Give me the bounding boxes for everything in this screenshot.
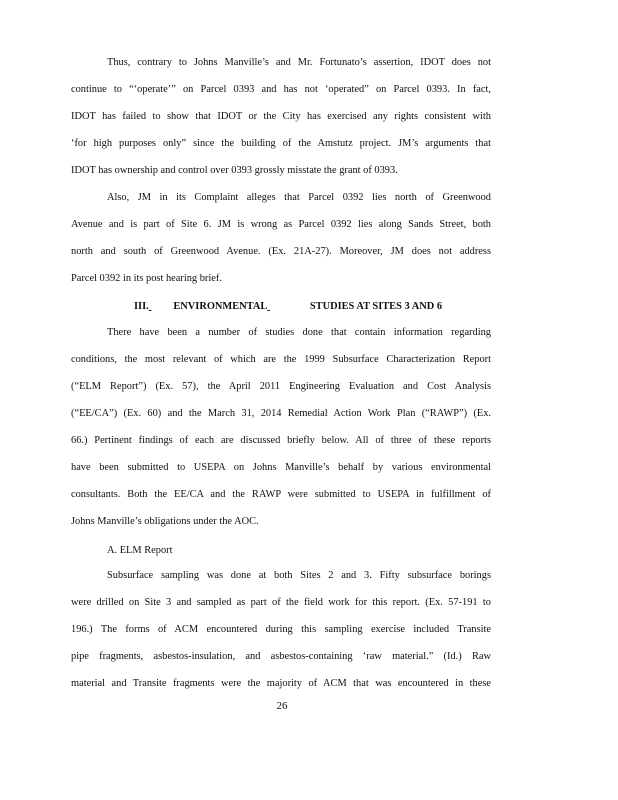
subsection-heading: A. ELM Report	[107, 545, 173, 556]
paragraph-line: continue to “‘operate’” on Parcel 0393 and has not ‘operated” on Parcel 0393. In fact,	[71, 84, 491, 95]
paragraph-line: Subsurface sampling was done at both Sites 2 and 3. Fifty subsurface borings	[107, 570, 491, 581]
section-heading	[134, 300, 442, 314]
paragraph-line: There have been a number of studies done that contain information regarding	[107, 327, 491, 338]
section-title-part: STUDIES AT SITES 3 AND 6	[309, 301, 443, 312]
page-number: 26	[276, 700, 288, 712]
paragraph-line: were drilled on Site 3 and sampled as part of the field work for this report. (Ex. 57-191 to	[71, 597, 491, 608]
paragraph-line: ‘for high purposes only” since the building of the Amstutz project. JM’s arguments that	[71, 138, 491, 149]
paragraph-line: have been submitted to USEPA on Johns Manville’s behalf by various environmental	[71, 462, 491, 473]
paragraph-line: Avenue and is part of Site 6. JM is wrong as Parcel 0392 lies along Sands Street, both	[71, 219, 491, 230]
paragraph-line: pipe fragments, asbestos-insulation, and asbestos-containing ‘raw material.” (Id.) Raw	[71, 651, 491, 662]
section-number: III.	[134, 301, 149, 312]
paragraph-line: Also, JM in its Complaint alleges that Parcel 0392 lies north of Greenwood	[107, 192, 491, 203]
paragraph-line: north and south of Greenwood Avenue. (Ex. 21A-27). Moreover, JM does not address	[71, 246, 491, 257]
paragraph-line: (“ELM Report”) (Ex. 57), the April 2011 Engineering Evaluation and Cost Analysis	[71, 381, 491, 392]
paragraph-line: 66.) Pertinent findings of each are discussed briefly below. All of three of these reports	[71, 435, 491, 446]
paragraph-line: IDOT has ownership and control over 0393 grossly misstate the grant of 0393.	[71, 165, 398, 176]
paragraph-line: Thus, contrary to Johns Manville’s and Mr. Fortunato’s assertion, IDOT does not	[107, 57, 491, 68]
paragraph-line: conditions, the most relevant of which are the 1999 Subsurface Characterization Report	[71, 354, 491, 365]
paragraph-line: IDOT has failed to show that IDOT or the City has exercised any rights consistent with	[71, 111, 491, 122]
paragraph-line: Parcel 0392 in its post hearing brief.	[71, 273, 222, 284]
paragraph-line: Johns Manville’s obligations under the AOC.	[71, 516, 259, 527]
paragraph-line: (“EE/CA”) (Ex. 60) and the March 31, 2014 Remedial Action Work Plan (“RAWP”) (Ex.	[71, 408, 491, 419]
section-title-part: ENVIRONMENTAL	[173, 301, 268, 312]
paragraph-line: 196.) The forms of ACM encountered during this sampling exercise included Transite	[71, 624, 491, 635]
paragraph-line: material and Transite fragments were the majority of ACM that was encountered in these	[71, 678, 491, 689]
paragraph-line: consultants. Both the EE/CA and the RAWP were submitted to USEPA in fulfillment of	[71, 489, 491, 500]
